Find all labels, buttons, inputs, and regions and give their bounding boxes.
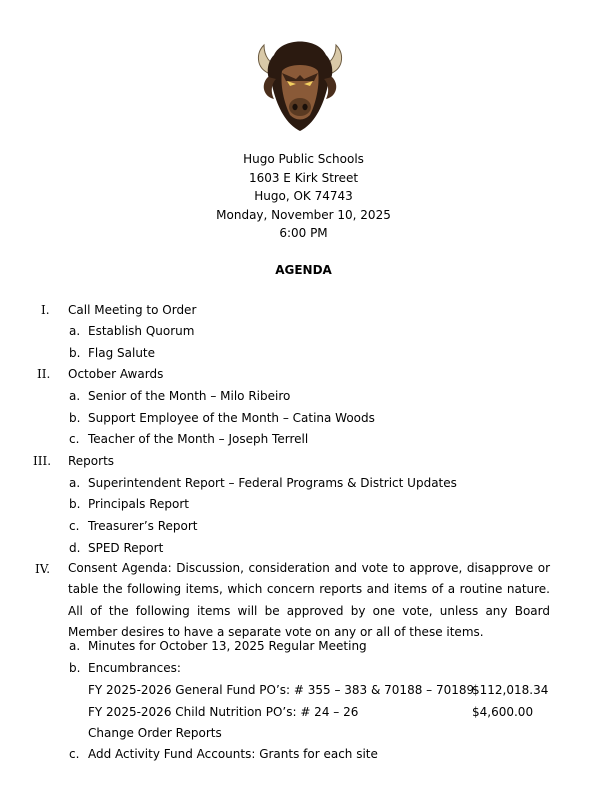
list-item: Encumbrances: bbox=[88, 661, 181, 675]
item-label: c. bbox=[69, 432, 80, 446]
list-item: Add Activity Fund Accounts: Grants for each site bbox=[88, 747, 378, 761]
section-title: Reports bbox=[68, 454, 115, 468]
section-numeral: IV. bbox=[35, 562, 51, 576]
item-label: c. bbox=[69, 747, 80, 761]
school-street: 1603 E Kirk Street bbox=[248, 170, 359, 185]
encumbrance-amount: $4,600.00 bbox=[472, 705, 534, 719]
consent-agenda-paragraph: Consent Agenda: Discussion, consideration and vote to approve, disapprove or table the following items, which concern reports and items of a routine nature. All of the following items will be approved by one vote, unless any Board Member desires to have a separate vote on any or all of these items. bbox=[68, 561, 550, 639]
item-label: b. bbox=[69, 411, 81, 425]
buffalo-logo-icon bbox=[254, 33, 346, 133]
meeting-time: 6:00 PM bbox=[279, 226, 328, 241]
change-order-reports: Change Order Reports bbox=[88, 726, 222, 740]
agenda-title: AGENDA bbox=[275, 263, 332, 277]
item-label: c. bbox=[69, 519, 80, 533]
list-item: Establish Quorum bbox=[88, 324, 195, 338]
item-label: a. bbox=[69, 389, 81, 403]
list-item: Superintendent Report – Federal Programs & District Updates bbox=[88, 476, 457, 490]
item-label: a. bbox=[69, 639, 81, 653]
section-title: Call Meeting to Order bbox=[68, 303, 197, 317]
section-numeral: I. bbox=[41, 303, 50, 317]
school-city: Hugo, OK 74743 bbox=[254, 189, 353, 204]
item-label: b. bbox=[69, 497, 81, 511]
meeting-date: Monday, November 10, 2025 bbox=[216, 207, 391, 222]
item-label: a. bbox=[69, 476, 81, 490]
item-label: d. bbox=[69, 541, 81, 555]
section-numeral: III. bbox=[33, 454, 52, 468]
section-title: October Awards bbox=[68, 367, 164, 381]
encumbrance-description: FY 2025-2026 General Fund PO’s: # 355 – 383 & 70188 – 70189 bbox=[88, 683, 475, 697]
list-item: Principals Report bbox=[88, 497, 189, 511]
item-label: b. bbox=[69, 661, 81, 675]
item-label: b. bbox=[69, 346, 81, 360]
encumbrance-amount: $112,018.34 bbox=[472, 683, 549, 697]
school-name: Hugo Public Schools bbox=[243, 152, 364, 166]
list-item: Senior of the Month – Milo Ribeiro bbox=[88, 389, 291, 403]
section-numeral: II. bbox=[37, 367, 51, 381]
school-header bbox=[0, 150, 607, 243]
item-label: a. bbox=[69, 324, 81, 338]
list-item: Treasurer’s Report bbox=[88, 519, 198, 533]
list-item: Minutes for October 13, 2025 Regular Meeting bbox=[88, 639, 367, 653]
encumbrance-description: FY 2025-2026 Child Nutrition PO’s: # 24 – 26 bbox=[88, 705, 359, 719]
list-item: Flag Salute bbox=[88, 346, 156, 360]
list-item: Support Employee of the Month – Catina Woods bbox=[88, 411, 375, 425]
list-item: SPED Report bbox=[88, 541, 164, 555]
list-item: Teacher of the Month – Joseph Terrell bbox=[88, 432, 309, 446]
